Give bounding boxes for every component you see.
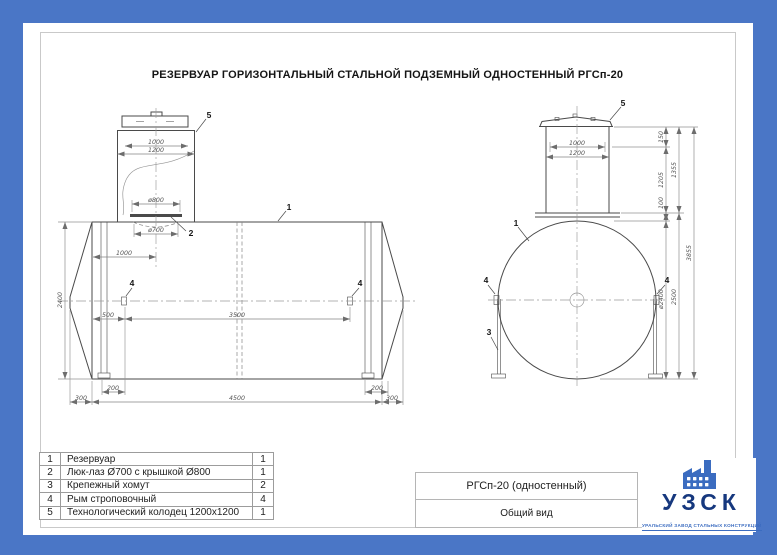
dimension-label: 100	[658, 196, 665, 210]
company-logo	[642, 458, 762, 532]
end-view	[484, 98, 698, 388]
dimension-label: ø800	[148, 197, 164, 204]
table-row	[40, 493, 274, 506]
dimension-label: 3500	[228, 312, 246, 319]
dimension-label: 1200	[147, 147, 165, 154]
well-cover	[122, 116, 188, 127]
dimension-label: 500	[101, 312, 115, 319]
dimension-label: ø700	[148, 227, 164, 234]
part-number-label: 1	[513, 218, 519, 228]
well-flange	[535, 213, 620, 217]
tank-end-right	[382, 222, 403, 379]
dimension-label: 1205	[658, 171, 665, 189]
title-block-view-name: Общий вид	[500, 508, 553, 519]
dimension-label: 300	[74, 395, 88, 402]
part-row-number: 5	[40, 507, 61, 520]
dimension-label: 3855	[686, 244, 693, 262]
part-row-number: 1	[40, 453, 61, 466]
title-block-model: РГСп-20 (одностенный)	[416, 473, 637, 500]
part-number-label: 5	[206, 110, 212, 120]
part-row-number: 4	[40, 493, 61, 506]
straps	[101, 222, 371, 373]
dimension-label: 2400	[57, 291, 64, 309]
part-qty: 1	[253, 466, 274, 479]
dimension-label: 1200	[568, 150, 586, 157]
dimension-label: 300	[385, 395, 399, 402]
dimension-label: 150	[658, 130, 665, 144]
part-number-label: 4	[129, 278, 135, 288]
shell-seam	[237, 222, 242, 379]
logo-abbr: УЗСК	[662, 489, 741, 515]
part-number-label: 4	[483, 275, 489, 285]
parts-table	[39, 452, 274, 520]
part-number-label: 1	[286, 202, 292, 212]
part-row-number: 3	[40, 480, 61, 493]
part-name: Технологический колодец 1200x1200	[61, 507, 253, 520]
title-block	[415, 472, 638, 528]
dimension-label: 4500	[228, 395, 246, 402]
dimension-label: 2500	[671, 288, 678, 306]
dimension-label: 1000	[147, 139, 165, 146]
tank-end-left	[70, 222, 92, 379]
part-name: Рым строповочный	[61, 493, 253, 506]
part-qty: 4	[253, 493, 274, 506]
part-name: Люк-лаз Ø700 с крышкой Ø800	[61, 466, 253, 479]
table-row	[40, 507, 274, 520]
well-cover	[540, 117, 612, 126]
part-number-label: 2	[188, 228, 194, 238]
well-cover-handle	[151, 112, 162, 116]
dimension-label: ø2400	[658, 289, 665, 309]
part-number-label: 3	[486, 327, 492, 337]
drawing-title: РЕЗЕРВУАР ГОРИЗОНТАЛЬНЫЙ СТАЛЬНОЙ ПОДЗЕМНЫЙ ОДНОСТЕННЫЙ РГСп-20	[151, 69, 624, 81]
table-row	[40, 453, 274, 466]
side-view	[57, 108, 415, 405]
part-number-label: 4	[357, 278, 363, 288]
part-qty: 2	[253, 480, 274, 493]
dimension-label: 1000	[568, 140, 586, 147]
part-qty: 1	[253, 453, 274, 466]
table-row	[40, 466, 274, 479]
logo-tagline: УРАЛЬСКИЙ ЗАВОД СТАЛЬНЫХ КОНСТРУКЦИЙ	[642, 523, 762, 531]
dimension-label: 200	[370, 385, 384, 392]
table-row	[40, 480, 274, 493]
dimension-label: 200	[106, 385, 120, 392]
part-name: Крепежный хомут	[61, 480, 253, 493]
part-name: Резервуар	[61, 453, 253, 466]
dimension-label: 1000	[115, 250, 133, 257]
part-number-label: 5	[620, 98, 626, 108]
part-qty: 1	[253, 507, 274, 520]
part-number-label: 4	[664, 275, 670, 285]
factory-icon	[679, 458, 719, 490]
dimension-label: 1355	[671, 161, 678, 179]
part-row-number: 2	[40, 466, 61, 479]
